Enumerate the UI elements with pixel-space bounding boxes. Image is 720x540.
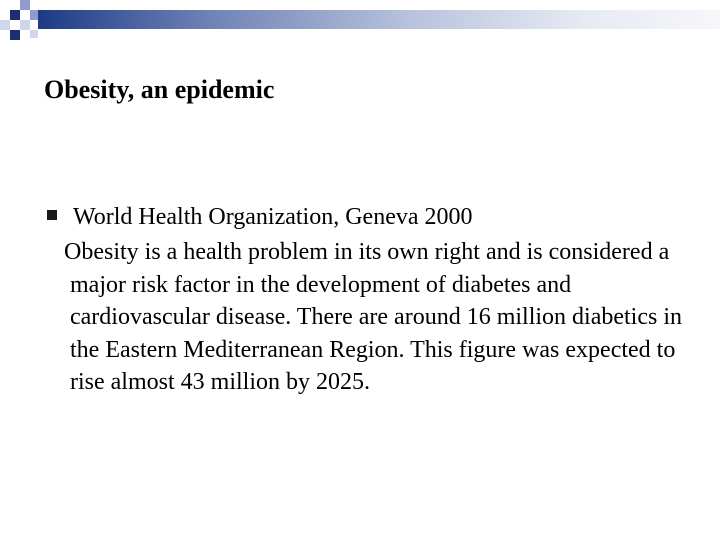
header-decoration bbox=[0, 0, 720, 46]
bullet-text: World Health Organization, Geneva 2000 bbox=[73, 204, 473, 230]
decor-square bbox=[20, 20, 30, 30]
decor-square bbox=[30, 10, 38, 20]
bullet-item bbox=[46, 198, 686, 236]
slide-title: Obesity, an epidemic bbox=[44, 75, 275, 104]
decor-square bbox=[30, 30, 38, 38]
decor-square bbox=[10, 10, 20, 20]
decor-square bbox=[0, 20, 10, 30]
slide-content bbox=[46, 198, 686, 399]
decor-square bbox=[20, 0, 30, 10]
body-paragraph: Obesity is a health problem in its own right and is considered a major risk factor in the development of diabetes and cardiovascular disease. There are around 16 million diabetics in the Eastern Mediterranean Region. This figure was expected to rise almost 43 million by 2025. bbox=[64, 239, 682, 395]
square-bullet-icon bbox=[47, 210, 57, 220]
header-gradient-bar bbox=[38, 10, 720, 29]
decor-square bbox=[10, 30, 20, 40]
